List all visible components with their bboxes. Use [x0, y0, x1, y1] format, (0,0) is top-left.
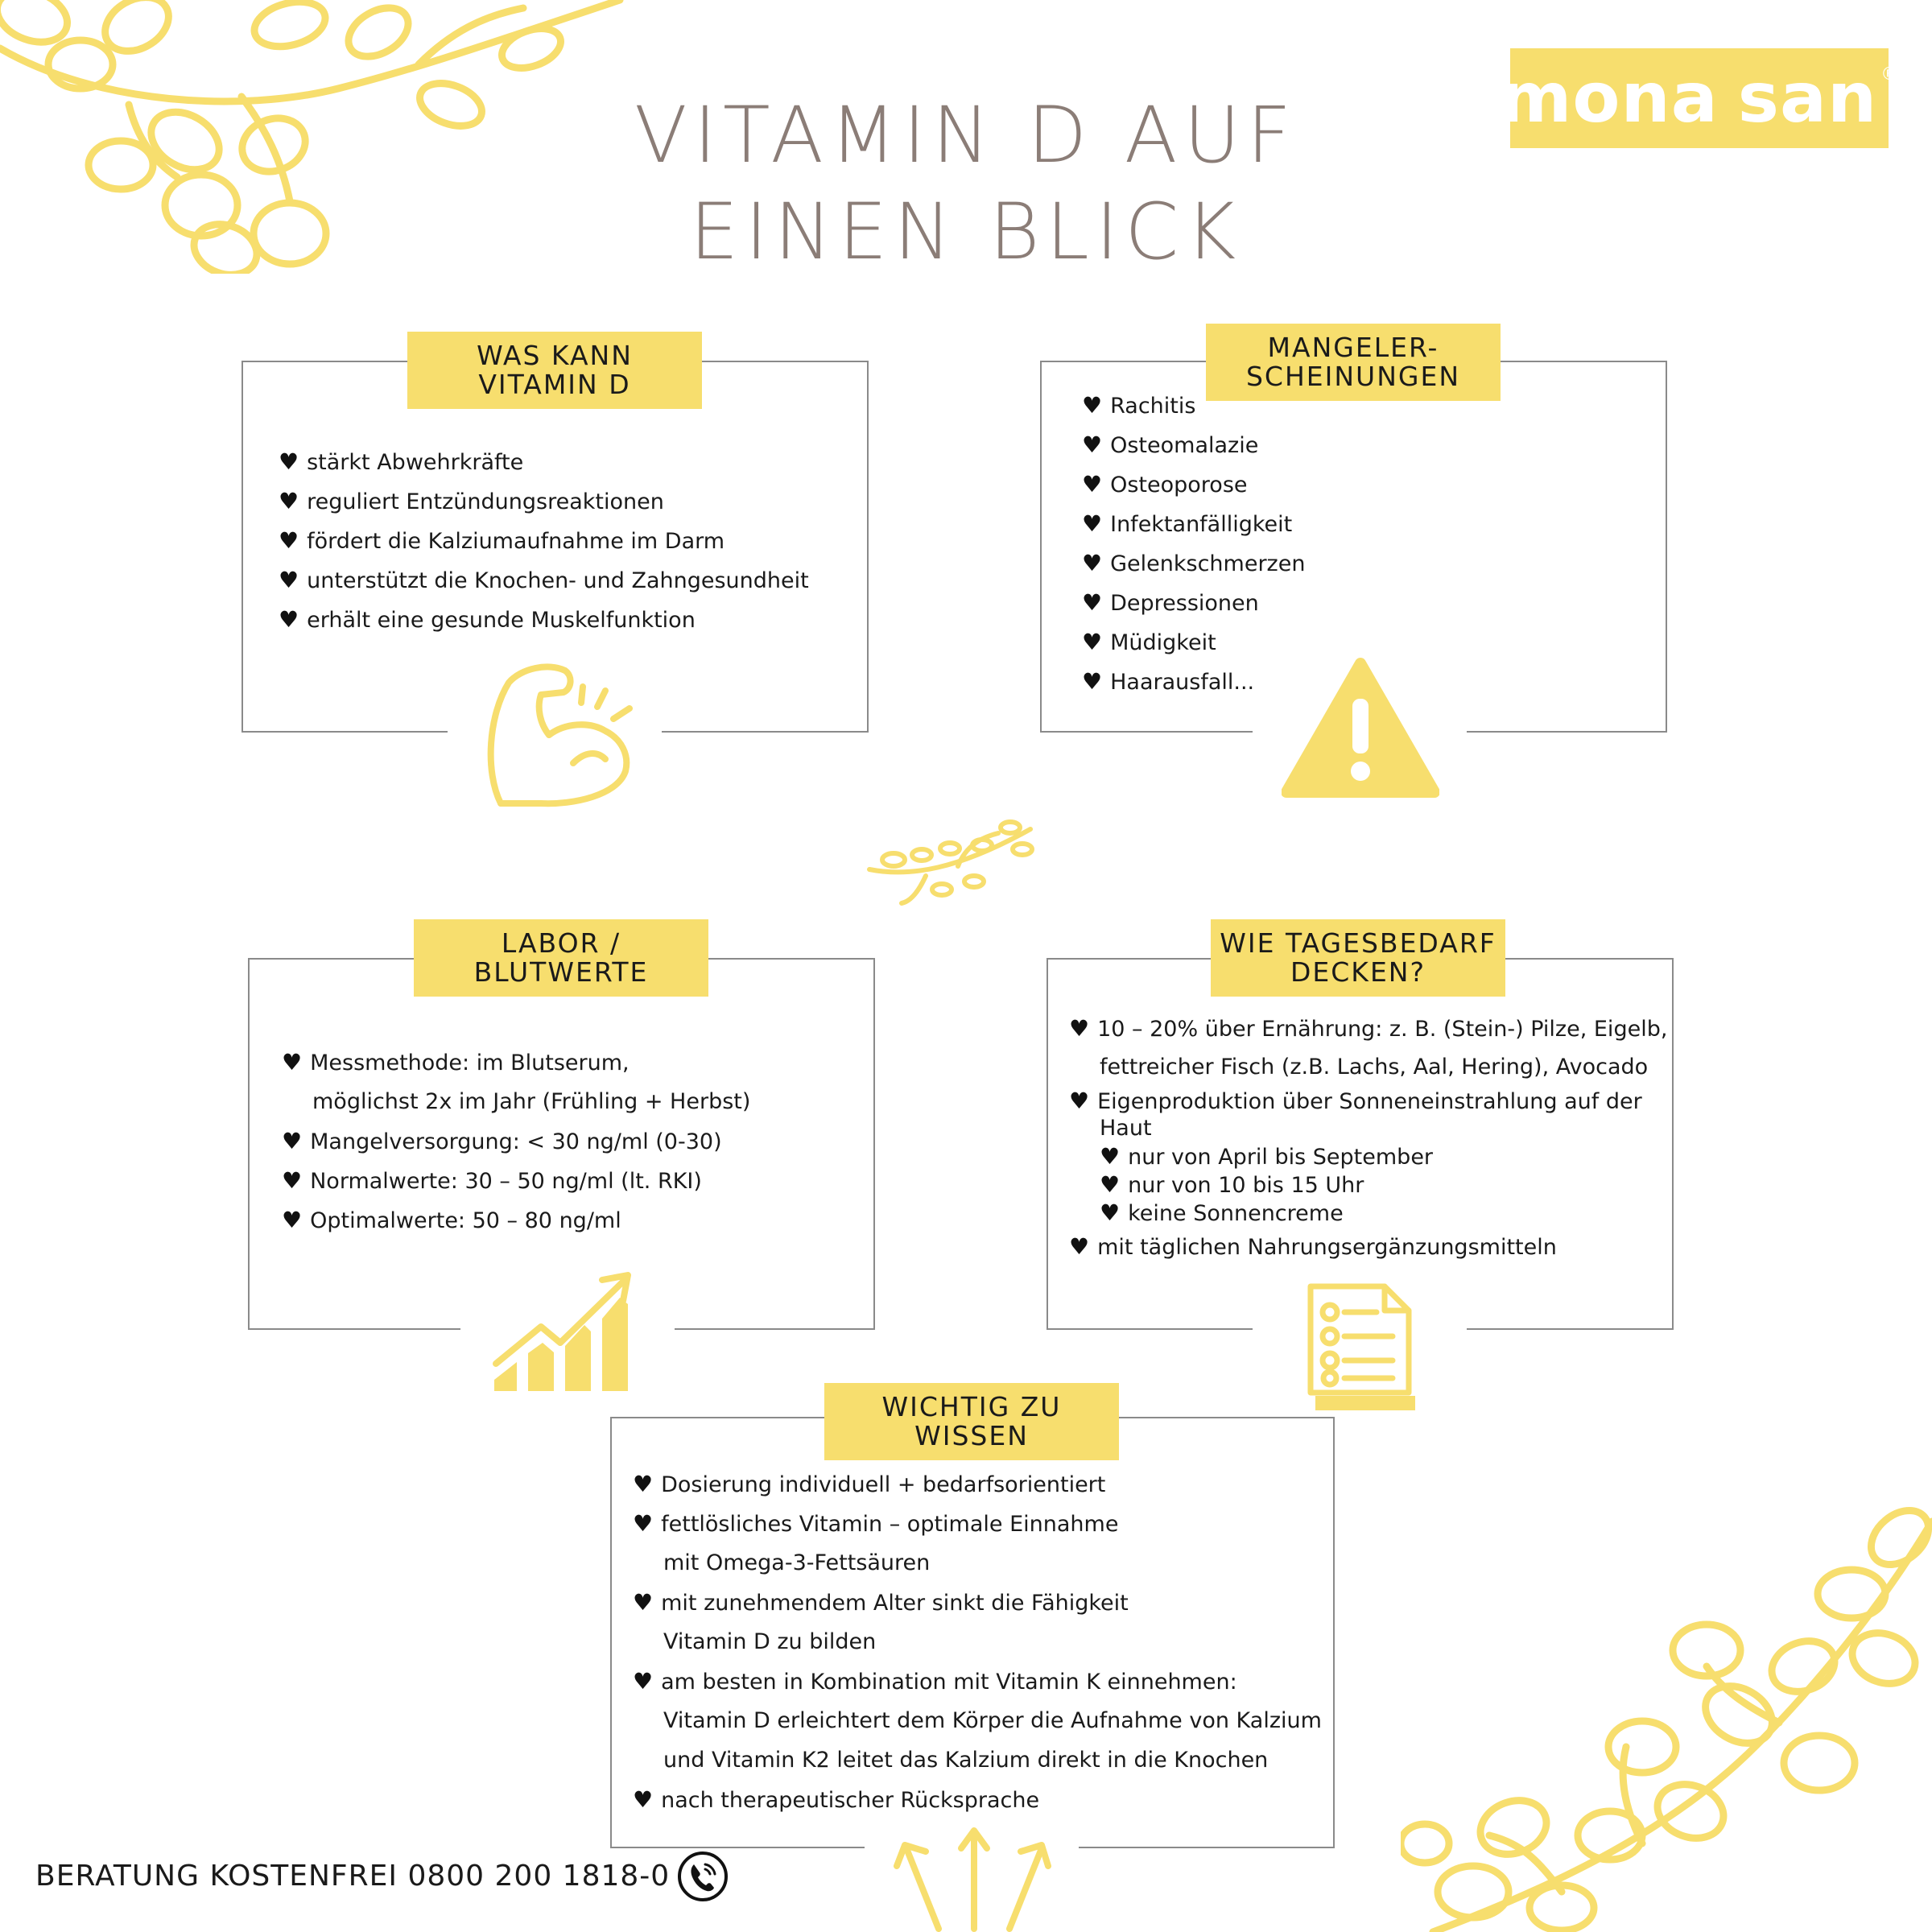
- heart-icon: ♥: [1069, 1088, 1090, 1114]
- heart-icon: ♥: [633, 1786, 654, 1813]
- heart-icon: ♥: [1082, 392, 1103, 419]
- label-line: MANGELER-: [1267, 332, 1439, 363]
- list-item-continued: mit Omega-3-Fettsäuren: [663, 1550, 931, 1575]
- list-item: ♥ mit täglichen Nahrungsergänzungsmitteln: [1069, 1233, 1557, 1260]
- label-line: WIE TAGESBEDARF: [1220, 927, 1496, 959]
- list-item: ♥ mit zunehmendem Alter sinkt die Fähigkeit: [633, 1589, 1129, 1616]
- heart-icon: ♥: [1100, 1143, 1121, 1170]
- heart-icon: ♥: [282, 1128, 303, 1154]
- list-item: ♥ Müdigkeit: [1082, 629, 1216, 655]
- heart-icon: ♥: [279, 448, 299, 475]
- list-item: ♥ Haarausfall...: [1082, 668, 1255, 695]
- flexed-arm-icon: [477, 658, 638, 811]
- heart-icon: ♥: [1100, 1199, 1121, 1226]
- list-subitem: ♥ nur von April bis September: [1100, 1143, 1434, 1170]
- list-item: ♥ Gelenkschmerzen: [1082, 550, 1306, 576]
- logo-part-1: mona: [1499, 58, 1719, 138]
- warning-triangle-icon: [1282, 657, 1439, 799]
- page-title-line-2: EINEN BLICK: [689, 187, 1243, 277]
- heart-icon: ♥: [1082, 431, 1103, 458]
- list-item: ♥ Mangelversorgung: < 30 ng/ml (0-30): [282, 1128, 722, 1154]
- logo-part-2: san: [1737, 58, 1878, 138]
- list-subitem: ♥ nur von 10 bis 15 Uhr: [1100, 1171, 1364, 1198]
- arrows-up-icon: [890, 1816, 1051, 1932]
- list-item-continued: fettreicher Fisch (z.B. Lachs, Aal, Hering), Avocado: [1100, 1055, 1649, 1080]
- list-item: ♥ fettlösliches Vitamin – optimale Einnahme: [633, 1510, 1119, 1537]
- decor-branch-bottom-right: [1401, 1505, 1932, 1932]
- heart-icon: ♥: [279, 488, 299, 514]
- heart-icon: ♥: [279, 606, 299, 633]
- list-item-continued: Haut: [1100, 1116, 1152, 1141]
- list-item: ♥ am besten in Kombination mit Vitamin K einnehmen:: [633, 1668, 1237, 1695]
- list-item: ♥ erhält eine gesunde Muskelfunktion: [279, 606, 696, 633]
- list-item: ♥ Osteoporose: [1082, 471, 1248, 497]
- heart-icon: ♥: [633, 1510, 654, 1537]
- heart-icon: ♥: [633, 1589, 654, 1616]
- section-label-mangel: [1206, 324, 1501, 401]
- growth-chart-icon: [489, 1269, 634, 1391]
- list-item: ♥ Messmethode: im Blutserum,: [282, 1049, 630, 1075]
- list-subitem: ♥ keine Sonnencreme: [1100, 1199, 1344, 1226]
- list-item: ♥ Optimalwerte: 50 – 80 ng/ml: [282, 1207, 621, 1233]
- list-item: ♥ Infektanfälligkeit: [1082, 510, 1293, 537]
- list-item: ♥ reguliert Entzündungsreaktionen: [279, 488, 664, 514]
- heart-icon: ♥: [633, 1471, 654, 1497]
- list-item: ♥ Osteomalazie: [1082, 431, 1259, 458]
- list-item: ♥ Normalwerte: 30 – 50 ng/ml (lt. RKI): [282, 1167, 702, 1194]
- heart-icon: ♥: [1100, 1171, 1121, 1198]
- list-item-continued: und Vitamin K2 leitet das Kalzium direkt in die Knochen: [663, 1748, 1269, 1773]
- heart-icon: ♥: [279, 527, 299, 554]
- label-line: DECKEN?: [1290, 956, 1426, 988]
- heart-icon: ♥: [1082, 668, 1103, 695]
- label-line: SCHEINUNGEN: [1245, 361, 1461, 392]
- page-title-line-1: VITAMIN D AUF: [634, 90, 1298, 180]
- list-item: ♥ Rachitis: [1082, 392, 1196, 419]
- list-item: ♥ nach therapeutischer Rücksprache: [633, 1786, 1040, 1813]
- phone-icon[interactable]: [676, 1850, 729, 1903]
- list-item-continued: Vitamin D erleichtert dem Körper die Aufnahme von Kalzium: [663, 1708, 1322, 1733]
- label-line: BLUTWERTE: [473, 956, 649, 988]
- list-item: ♥ unterstützt die Knochen- und Zahngesundheit: [279, 567, 809, 593]
- list-item: ♥ Depressionen: [1082, 589, 1259, 616]
- list-item: ♥ 10 – 20% über Ernährung: z. B. (Stein-) Pilze, Eigelb,: [1069, 1015, 1668, 1042]
- label-line: WAS KANN: [477, 340, 633, 371]
- heart-icon: ♥: [279, 567, 299, 593]
- checklist-document-icon: [1304, 1280, 1417, 1412]
- footer-consultation-hotline: BERATUNG KOSTENFREI 0800 200 1818-0: [35, 1860, 671, 1893]
- section-label-wichtig: [824, 1383, 1119, 1460]
- heart-icon: ♥: [282, 1167, 303, 1194]
- list-item-continued: möglichst 2x im Jahr (Frühling + Herbst): [312, 1089, 751, 1114]
- heart-icon: ♥: [1082, 510, 1103, 537]
- section-label-was-kann: [407, 332, 702, 409]
- section-label-tagesbedarf: [1211, 919, 1505, 997]
- logo-registered-mark: ®: [1880, 64, 1900, 85]
- list-item: ♥ stärkt Abwehrkräfte: [279, 448, 524, 475]
- list-item: ♥ Eigenproduktion über Sonneneinstrahlung auf der: [1069, 1088, 1642, 1114]
- section-label-labor: [414, 919, 708, 997]
- heart-icon: ♥: [1082, 550, 1103, 576]
- label-line: WISSEN: [914, 1420, 1029, 1451]
- heart-icon: ♥: [282, 1207, 303, 1233]
- heart-icon: ♥: [633, 1668, 654, 1695]
- label-line: LABOR /: [501, 927, 621, 959]
- label-line: VITAMIN D: [478, 369, 631, 400]
- list-was-kann: [279, 449, 809, 646]
- list-item: ♥ Dosierung individuell + bedarfsorientiert: [633, 1471, 1106, 1497]
- heart-icon: ♥: [1069, 1015, 1090, 1042]
- list-mangel: [1082, 393, 1305, 708]
- brand-logo: [1499, 48, 1900, 148]
- list-labor: [282, 1050, 750, 1247]
- decor-sprig-center: [861, 813, 1038, 910]
- heart-icon: ♥: [1082, 629, 1103, 655]
- heart-icon: ♥: [1082, 471, 1103, 497]
- heart-icon: ♥: [1082, 589, 1103, 616]
- list-wichtig: [633, 1472, 1322, 1827]
- heart-icon: ♥: [1069, 1233, 1090, 1260]
- heart-icon: ♥: [282, 1049, 303, 1075]
- list-item: ♥ fördert die Kalziumaufnahme im Darm: [279, 527, 725, 554]
- list-tagesbedarf: [1069, 1016, 1667, 1262]
- label-line: WICHTIG ZU: [881, 1391, 1062, 1422]
- list-item-continued: Vitamin D zu bilden: [663, 1629, 877, 1654]
